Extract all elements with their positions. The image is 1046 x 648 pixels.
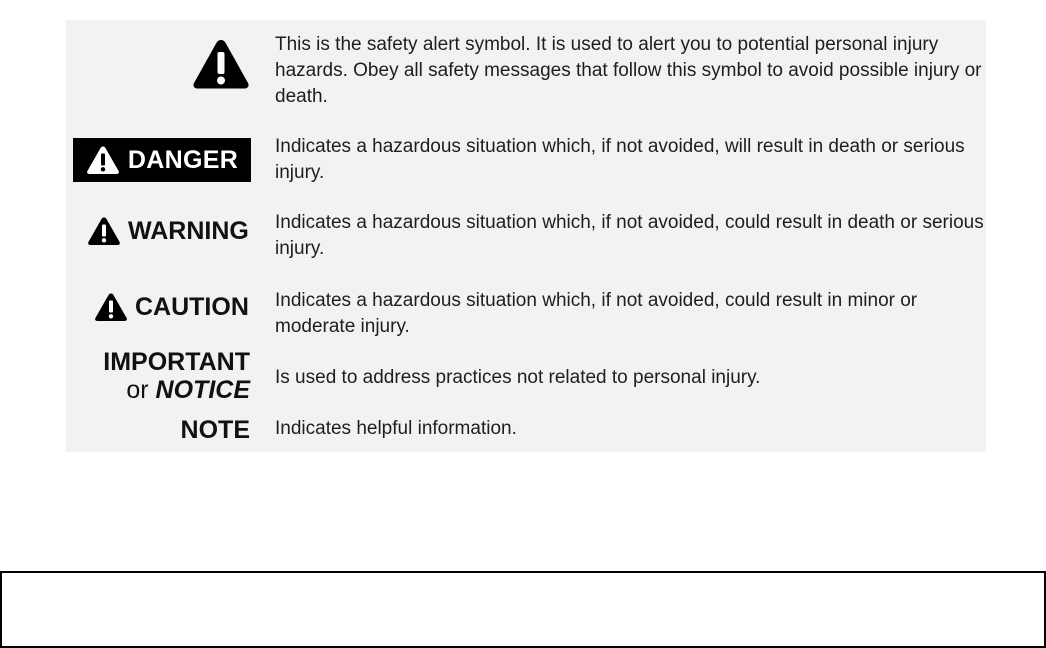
note-description: Indicates helpful information. (275, 418, 517, 439)
danger-description: Indicates a hazardous situation which, if not avoided, will result in death or serious injury. (275, 136, 965, 183)
note-label: NOTE (180, 416, 250, 444)
warning-triangle-icon (94, 292, 128, 322)
important-label: IMPORTANT (103, 348, 250, 376)
safety-alert-symbol-icon (192, 38, 250, 90)
warning-description: Indicates a hazardous situation which, if not avoided, could result in death or serious injury. (275, 212, 984, 259)
warning-label: WARNING (128, 216, 249, 245)
warning-triangle-icon (87, 216, 121, 246)
empty-bordered-box (0, 571, 1046, 648)
caution-description: Indicates a hazardous situation which, if not avoided, could result in minor or moderate injury. (275, 290, 918, 337)
notice-label: NOTICE (155, 376, 250, 404)
important-notice-label (103, 348, 250, 404)
warning-signal-word (87, 216, 249, 246)
danger-signal-word (73, 138, 251, 182)
or-word: or (126, 376, 149, 404)
caution-label: CAUTION (135, 292, 249, 321)
danger-label: DANGER (127, 145, 239, 174)
safety-alert-description: This is the safety alert symbol. It is used to alert you to potential personal injury hazards. Obey all safety messages that follow this symbol to avoid possible injury or death. (275, 34, 982, 107)
important-description: Is used to address practices not related to personal injury. (275, 367, 761, 388)
warning-triangle-icon (86, 145, 120, 175)
caution-signal-word (94, 292, 249, 322)
